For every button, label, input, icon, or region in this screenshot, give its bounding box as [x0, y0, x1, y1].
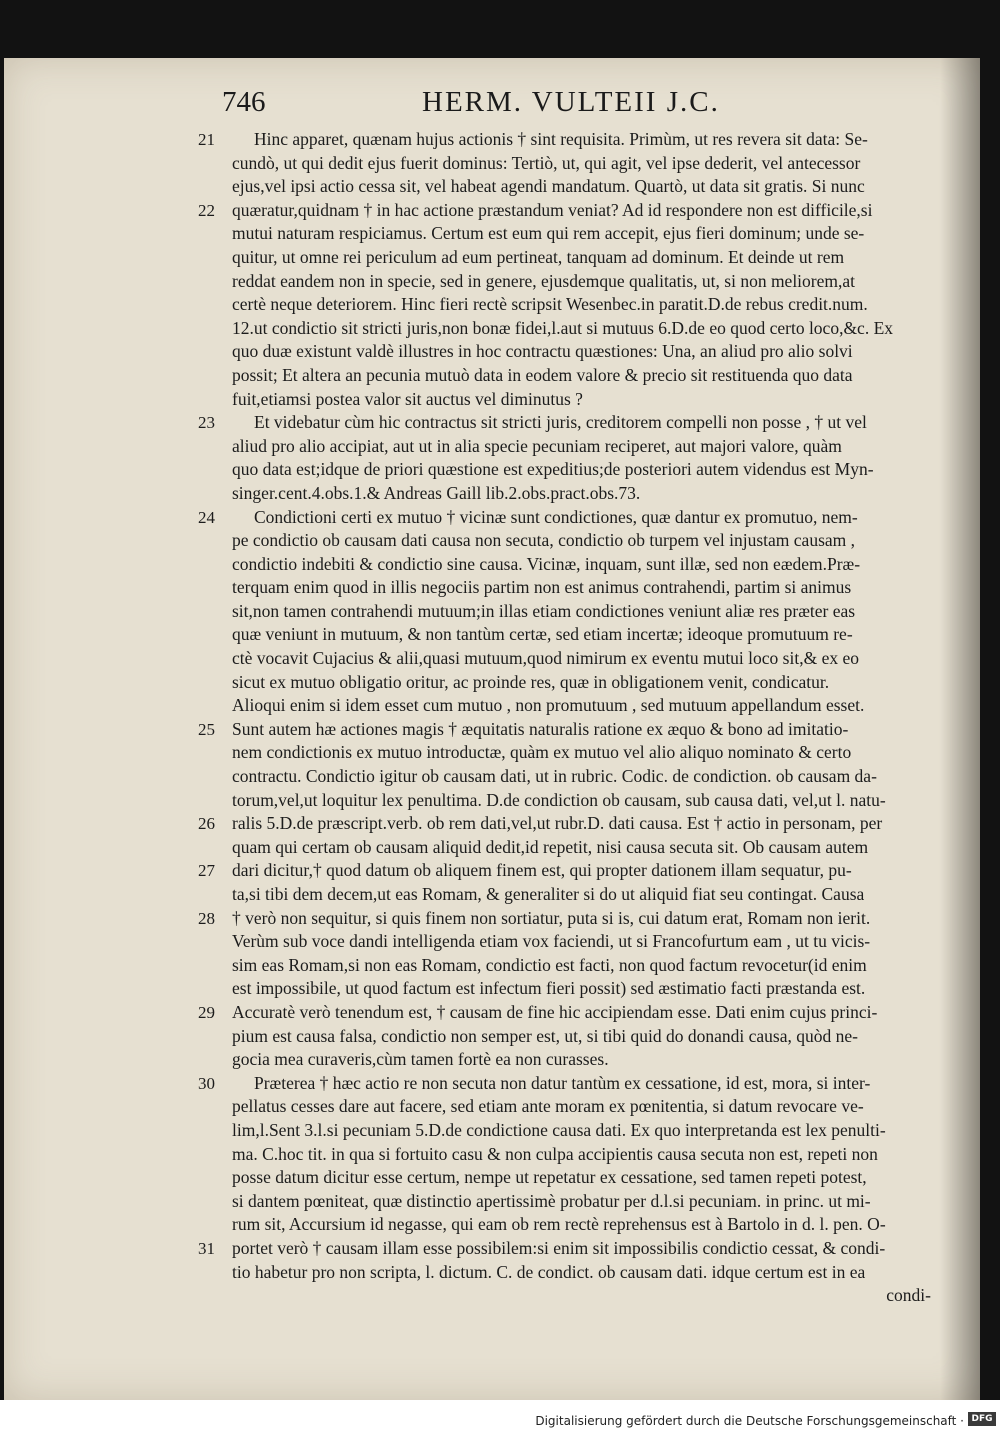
- line-text: quitur, ut omne rei periculum ad eum pertineat, tanquam ad dominum. Et deinde ut rem: [232, 246, 845, 267]
- text-line: [232, 340, 967, 364]
- text-line: [198, 411, 967, 435]
- line-text: quæratur,quidnam † in hac actione præstandum veniat? Ad id respondere non est difficile,si: [232, 199, 873, 220]
- text-line: [232, 1284, 967, 1308]
- line-text: quam qui certam ob causam aliquid dedit,id repetit, nisi causa secuta sit. Ob causam autem: [232, 836, 869, 857]
- line-text: ralis 5.D.de præscript.verb. ob rem dati,vel,ut rubr.D. dati causa. Est † actio in personam, per: [232, 813, 883, 834]
- footer-bar: [0, 1400, 1000, 1438]
- line-text: gocia mea curaveris,cùm tamen fortè ea non curasses.: [232, 1049, 609, 1070]
- text-line: [232, 647, 967, 671]
- text-line: [232, 435, 967, 459]
- text-line: [232, 1143, 967, 1167]
- text-line: [232, 458, 967, 482]
- line-text: pe condictio ob causam dati causa non secuta, condictio ob turpem vel injustam causam ,: [232, 530, 856, 551]
- text-line: [198, 1001, 967, 1025]
- funding-notice: Digitalisierung gefördert durch die Deutsche Forschungsgemeinschaft ·: [535, 1414, 964, 1428]
- line-text: fuit,etiamsi postea valor sit auctus vel diminutus ?: [232, 388, 583, 409]
- text-line: [232, 222, 967, 246]
- text-line: [232, 1048, 967, 1072]
- text-line: [198, 1072, 967, 1096]
- text-line: [232, 553, 967, 577]
- line-text: est impossibile, ut quod factum est infectum fieri possit) sed æstimatio facti præstanda est.: [232, 978, 866, 999]
- line-text: condictio indebiti & condictio sine causa. Vicinæ, inquam, sunt illæ, sed non eædem.Præ-: [232, 553, 861, 574]
- text-line: [232, 364, 967, 388]
- text-line: [232, 270, 967, 294]
- text-line: [198, 812, 967, 836]
- dfg-logo: DFG: [968, 1412, 996, 1426]
- text-line: [232, 623, 967, 647]
- text-line: [198, 506, 967, 530]
- margin-number: 22: [198, 200, 215, 220]
- text-line: [232, 529, 967, 553]
- margin-number: 28: [198, 908, 215, 928]
- line-text: portet verò † causam illam esse possibilem:si enim sit impossibilis condictio cessat, & condi-: [232, 1237, 886, 1258]
- text-line: [232, 1190, 967, 1214]
- line-text: certè neque deteriorem. Hinc fieri rectè scripsit Wesenbec.in paratit.D.de rebus credit.num.: [232, 294, 868, 315]
- line-text: quæ veniunt in mutuum, & non tantùm certæ, sed etiam incertæ; ideoque promutuum re-: [232, 624, 853, 645]
- line-text: † verò non sequitur, si quis finem non sortiatur, puta si is, cui datum erat, Romam non ierit.: [232, 907, 871, 928]
- line-text: condi-: [886, 1285, 931, 1306]
- margin-number: 27: [198, 861, 215, 881]
- text-line: [198, 1237, 967, 1261]
- line-text: Accuratè verò tenendum est, † causam de fine hic accipiendam esse. Dati enim cujus princi-: [232, 1001, 878, 1022]
- line-text: reddat eandem non in specie, sed in genere, ejusdemque qualitatis, ut, si non meliorem,at: [232, 270, 856, 291]
- line-text: Et videbatur cùm hic contractus sit stricti juris, creditorem compelli non posse , † ut vel: [254, 412, 867, 433]
- line-text: Præterea † hæc actio re non secuta non datur tantùm ex cessatione, id est, mora, si inter-: [254, 1072, 871, 1093]
- text-line: [232, 246, 967, 270]
- line-text: mutui naturam respiciamus. Certum est eum qui rem accepit, ejus fieri dominum; unde se-: [232, 223, 865, 244]
- text-line: [232, 930, 967, 954]
- text-line: [232, 741, 967, 765]
- text-line: [232, 836, 967, 860]
- text-line: [232, 977, 967, 1001]
- line-text: singer.cent.4.obs.1.& Andreas Gaill lib.2.obs.pract.obs.73.: [232, 482, 641, 503]
- margin-number: 30: [198, 1073, 215, 1093]
- line-text: Hinc apparet, quænam hujus actionis † sint requisita. Primùm, ut res revera sit data: Se-: [254, 129, 868, 149]
- running-title: HERM. VULTEII J.C.: [422, 86, 720, 118]
- line-text: possit; Et altera an pecunia mutuò data in eodem valore & precio sit restituenda quo data: [232, 364, 853, 385]
- text-line: [232, 482, 967, 506]
- line-text: si dantem pœniteat, quæ distinctio apertissimè probatur per d.l.si pecuniam. in princ. ut mi-: [232, 1190, 871, 1211]
- line-text: dari dicitur,† quod datum ob aliquem finem est, qui propter dationem illam sequatur, pu-: [232, 860, 852, 881]
- line-text: nem condictionis ex mutuo introductæ, quàm ex mutuo vel alio aliquo nominato & certo: [232, 742, 852, 763]
- margin-number: 21: [198, 130, 215, 149]
- page-number: 746: [222, 86, 266, 118]
- line-text: pellatus cesses dare aut facere, sed etiam ante moram ex pœnitentia, si datum revocare ve-: [232, 1096, 864, 1117]
- line-text: quo data est;idque de priori quæstione est expeditius;de posteriori autem videndus est Myn-: [232, 459, 874, 480]
- text-line: [232, 1025, 967, 1049]
- margin-number: 26: [198, 814, 215, 834]
- body-text: [198, 128, 967, 1308]
- text-line: [232, 694, 967, 718]
- line-text: ctè vocavit Cujacius & alii,quasi mutuum,quod nimirum ex eventu mutui loco sit,& ex eo: [232, 648, 859, 669]
- line-text: lim,l.Sent 3.l.si pecuniam 5.D.de condictione causa dati. Ex quo interpretanda est lex penulti-: [232, 1119, 886, 1140]
- line-text: 12.ut condictio sit stricti juris,non bonæ fidei,l.aut si mutuus 6.D.de eo quod certo loco,&c. Ex: [232, 317, 894, 338]
- text-line: [232, 1261, 967, 1285]
- line-text: Verùm sub voce dandi intelligenda etiam vox faciendi, ut si Francofurtum eam , ut tu vicis-: [232, 931, 871, 952]
- line-text: cundò, ut qui dedit ejus fuerit dominus: Tertiò, ut, qui agit, vel ipse dederit, vel antecessor: [232, 152, 861, 173]
- text-line: [232, 1119, 967, 1143]
- text-line: [232, 317, 967, 341]
- line-text: ejus,vel ipsi actio cessa sit, vel habeat agendi mandatum. Quartò, ut data sit gratis. Si nunc: [232, 176, 865, 197]
- margin-number: 23: [198, 413, 215, 433]
- text-line: [232, 388, 967, 412]
- line-text: ta,si tibi dem decem,ut eas Romam, & generaliter si do ut aliquid fiat seu contingat. Causa: [232, 884, 865, 904]
- line-text: sicut ex mutuo obligatio oritur, ac proinde res, quæ in obligationem venit, condicatur.: [232, 671, 830, 692]
- line-text: sit,non tamen contrahendi mutuum;in illas etiam condictiones veniunt aliæ res præter eas: [232, 600, 856, 621]
- text-line: [198, 199, 967, 223]
- line-text: tio habetur pro non scripta, l. dictum. C. de condict. ob causam dati. idque certum est in ea: [232, 1261, 866, 1282]
- line-text: Alioqui enim si idem esset cum mutuo , non promutuum , sed mutuum appellandum esset.: [232, 695, 865, 716]
- line-text: quo duæ existunt valdè illustres in hoc contractu quæstiones: Una, an aliud pro alio solvi: [232, 341, 853, 362]
- text-line: [198, 718, 967, 742]
- text-line: [232, 576, 967, 600]
- line-text: Condictioni certi ex mutuo † vicinæ sunt condictiones, quæ dantur ex promutuo, nem-: [254, 506, 858, 527]
- text-line: [198, 907, 967, 931]
- text-line: [232, 293, 967, 317]
- margin-number: 25: [198, 719, 215, 739]
- text-line: [232, 600, 967, 624]
- line-text: ma. C.hoc tit. in qua si fortuito casu & non culpa accipientis causa secuta non est, repeti non: [232, 1143, 878, 1164]
- page-header: [222, 86, 782, 126]
- line-text: terquam enim quod in illis negociis partim non est animus contrahendi, partim si animus: [232, 577, 852, 598]
- line-text: pium est causa falsa, condictio non semper est, ut, si tibi quid do donandi causa, quòd ne-: [232, 1025, 858, 1046]
- text-line: [232, 1166, 967, 1190]
- margin-number: 24: [198, 507, 215, 527]
- text-line: [232, 175, 967, 199]
- margin-number: 29: [198, 1002, 215, 1022]
- text-line: [232, 765, 967, 789]
- text-line: [232, 1095, 967, 1119]
- line-text: Sunt autem hæ actiones magis † æquitatis naturalis ratione ex æquo & bono ad imitatio-: [232, 718, 849, 739]
- line-text: aliud pro alio accipiat, aut ut in alia specie pecuniam reciperet, aut majori valore, quàm: [232, 435, 842, 456]
- text-line: [232, 671, 967, 695]
- text-line: [232, 883, 967, 907]
- text-line: [232, 152, 967, 176]
- line-text: rum sit, Accursium id negasse, qui eam ob rem rectè reprehensus est à Bartolo in d. l. pen. O-: [232, 1214, 886, 1235]
- line-text: contractu. Condictio igitur ob causam dati, ut in rubric. Codic. de condiction. ob causam da-: [232, 766, 877, 787]
- margin-number: 31: [198, 1238, 215, 1258]
- line-text: torum,vel,ut loquitur lex penultima. D.de condiction ob causam, sub causa dati, vel,ut l. natu-: [232, 789, 886, 810]
- line-text: posse datum dicitur esse certum, nempe ut repetatur ex cessatione, sed tamen repeti potest,: [232, 1167, 867, 1188]
- text-line: [232, 789, 967, 813]
- line-text: sim eas Romam,si non eas Romam, condictio est facti, non quod factum revocetur(id enim: [232, 954, 867, 975]
- text-line: [198, 859, 967, 883]
- text-line: [232, 1213, 967, 1237]
- text-line: [232, 954, 967, 978]
- text-line: [198, 128, 967, 152]
